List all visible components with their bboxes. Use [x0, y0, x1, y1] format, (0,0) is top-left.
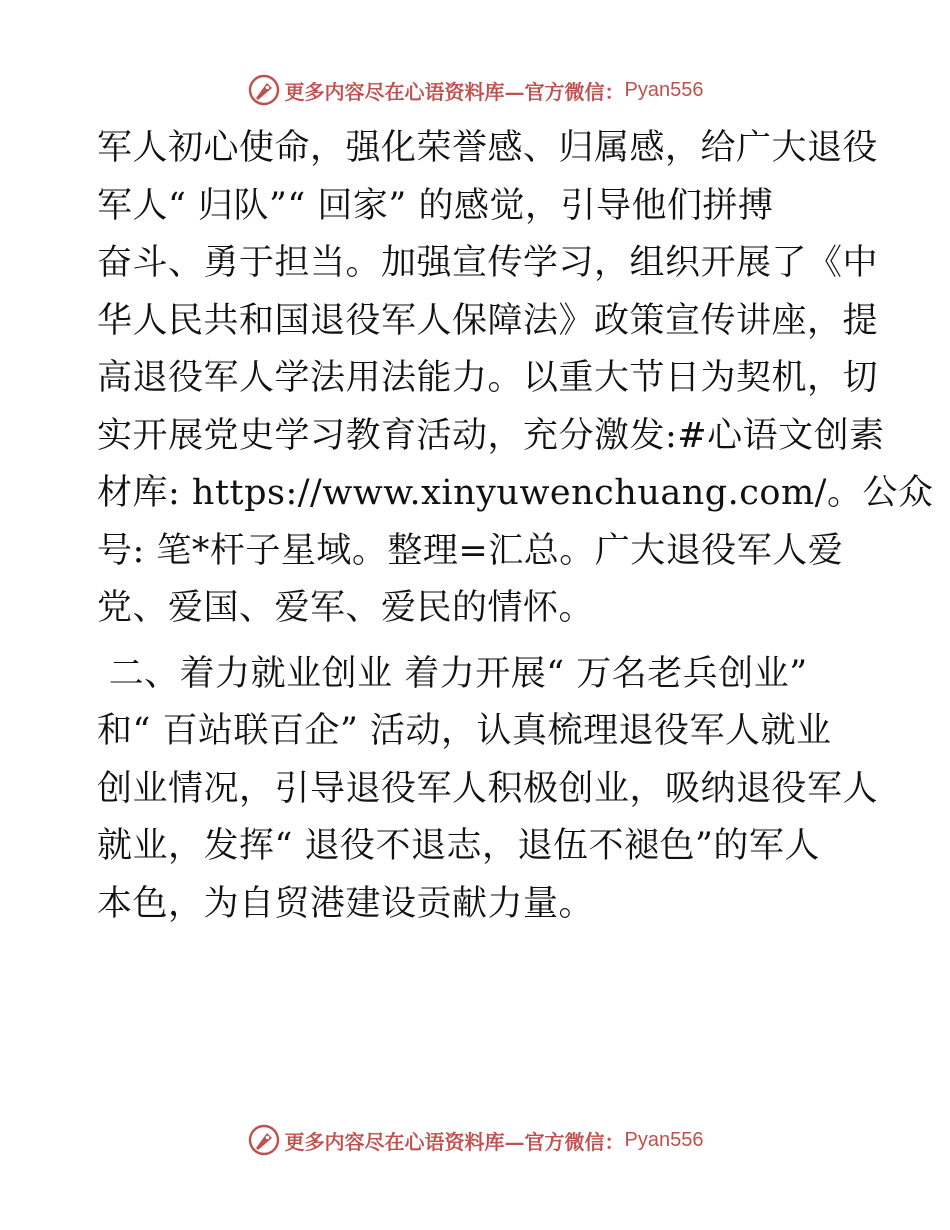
paragraph-2 [97, 646, 879, 934]
paragraph-1 [97, 120, 934, 638]
header-banner [0, 70, 950, 110]
header-banner-wechat-id: Pyan556 [624, 78, 704, 101]
text-line: 就业，发挥“ 退役不退志，退伍不褪色”的军人 [97, 826, 820, 866]
text-line: 实开展党史学习教育活动，充分激发:#心语文创素 [97, 415, 885, 456]
footer-banner-wechat-id: Pyan556 [624, 1128, 704, 1151]
pen-nib-logo-icon [247, 1123, 281, 1157]
text-line: 华人民共和国退役军人保障法》政策宣传讲座，提 [97, 300, 879, 341]
text-line: 号: 笔*杆子星域。整理=汇总。广大退役军人爱 [97, 530, 844, 571]
text-line: 奋斗、勇于担当。加强宣传学习，组织开展了《中 [97, 243, 879, 283]
text-line: 高退役军人学法用法能力。以重大节日为契机，切 [97, 358, 879, 398]
text-line: 军人“ 归队”“ 回家” 的感觉，引导他们拼搏 [97, 185, 774, 226]
footer-banner-text: 更多内容尽在心语资料库—官方微信： [284, 1129, 625, 1154]
document-body [97, 120, 934, 933]
text-line: 本色，为自贸港建设贡献力量。 [97, 883, 595, 924]
header-banner-text: 更多内容尽在心语资料库—官方微信： [284, 79, 625, 104]
text-line: 创业情况，引导退役军人积极创业，吸纳退役军人 [97, 768, 879, 809]
text-line: 二、着力就业创业 着力开展“ 万名老兵创业” [97, 653, 808, 694]
footer-banner [0, 1120, 950, 1160]
pen-nib-logo-icon [247, 73, 281, 107]
text-line: 材库: https://www.xinyuwenchuang.com/。公众 [97, 473, 934, 513]
text-line: 党、爱国、爱军、爱民的情怀。 [97, 588, 595, 628]
text-line: 军人初心使命，强化荣誉感、归属感，给广大退役 [97, 128, 879, 168]
text-line: 和“ 百站联百企” 活动，认真梳理退役军人就业 [97, 711, 832, 751]
